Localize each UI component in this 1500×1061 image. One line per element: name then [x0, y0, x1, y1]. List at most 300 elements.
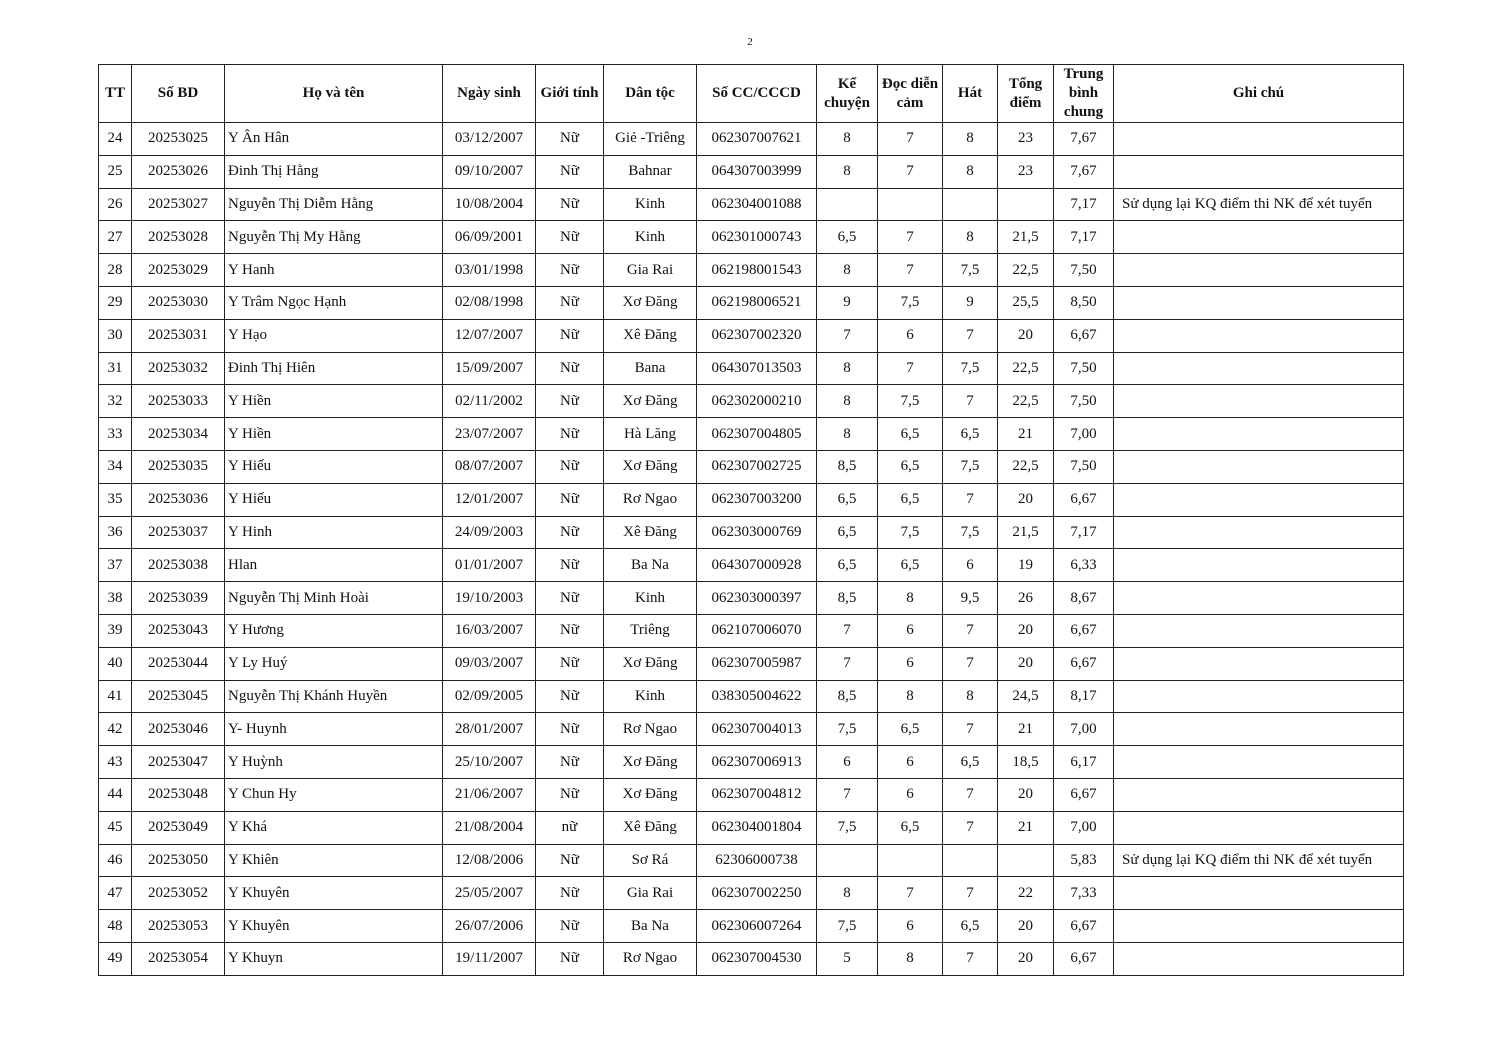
- cell-ethnicity: Kinh: [604, 188, 697, 221]
- cell-story: 7,5: [817, 811, 878, 844]
- cell-dob: 10/08/2004: [443, 188, 536, 221]
- cell-sbd: 20253039: [132, 582, 225, 615]
- cell-dob: 12/07/2007: [443, 319, 536, 352]
- cell-tt: 38: [99, 582, 132, 615]
- cell-sing: 7: [943, 811, 998, 844]
- cell-id: 62306000738: [697, 844, 817, 877]
- cell-id: 062307002250: [697, 877, 817, 910]
- cell-total: 20: [998, 483, 1054, 516]
- cell-poem: 6: [878, 319, 943, 352]
- cell-sbd: 20253043: [132, 614, 225, 647]
- cell-gender: Nữ: [536, 221, 604, 254]
- cell-name: Y Khuyên: [225, 910, 443, 943]
- cell-sing: 7,5: [943, 516, 998, 549]
- cell-id: 062302000210: [697, 385, 817, 418]
- cell-avg: 6,67: [1054, 647, 1114, 680]
- cell-dob: 12/01/2007: [443, 483, 536, 516]
- cell-total: 22,5: [998, 254, 1054, 287]
- cell-total: 22,5: [998, 385, 1054, 418]
- cell-gender: Nữ: [536, 352, 604, 385]
- table-row: [99, 254, 1404, 287]
- cell-ethnicity: Kinh: [604, 680, 697, 713]
- cell-total: 23: [998, 123, 1054, 156]
- cell-id: 062307004013: [697, 713, 817, 746]
- header-poem: Đọc diễn cảm: [878, 65, 943, 123]
- cell-ethnicity: Gia Rai: [604, 877, 697, 910]
- cell-sing: 7: [943, 877, 998, 910]
- cell-sbd: 20253048: [132, 778, 225, 811]
- cell-story: 8: [817, 155, 878, 188]
- cell-sbd: 20253034: [132, 418, 225, 451]
- cell-avg: 6,67: [1054, 614, 1114, 647]
- cell-dob: 03/12/2007: [443, 123, 536, 156]
- cell-avg: 6,67: [1054, 910, 1114, 943]
- cell-sing: 7: [943, 614, 998, 647]
- cell-poem: 6,5: [878, 549, 943, 582]
- cell-id: 062307004805: [697, 418, 817, 451]
- cell-gender: Nữ: [536, 549, 604, 582]
- cell-dob: 12/08/2006: [443, 844, 536, 877]
- cell-sing: 8: [943, 155, 998, 188]
- cell-sing: 8: [943, 123, 998, 156]
- table-row: [99, 516, 1404, 549]
- cell-note: [1114, 483, 1404, 516]
- cell-total: 20: [998, 910, 1054, 943]
- cell-name: Đinh Thị Hiên: [225, 352, 443, 385]
- cell-story: 7: [817, 647, 878, 680]
- cell-id: 062307002725: [697, 450, 817, 483]
- cell-avg: 7,00: [1054, 713, 1114, 746]
- cell-total: 22: [998, 877, 1054, 910]
- cell-tt: 43: [99, 746, 132, 779]
- cell-id: 062303000769: [697, 516, 817, 549]
- cell-sing: 9: [943, 286, 998, 319]
- cell-name: Nguyễn Thị Diễm Hằng: [225, 188, 443, 221]
- cell-story: 6,5: [817, 221, 878, 254]
- cell-total: 21: [998, 713, 1054, 746]
- cell-poem: 7: [878, 221, 943, 254]
- cell-id: 062307003200: [697, 483, 817, 516]
- cell-avg: 7,17: [1054, 516, 1114, 549]
- table-row: [99, 647, 1404, 680]
- cell-note: [1114, 942, 1404, 975]
- header-id: Số CC/CCCD: [697, 65, 817, 123]
- header-avg: Trung bình chung: [1054, 65, 1114, 123]
- cell-sing: [943, 844, 998, 877]
- cell-note: [1114, 746, 1404, 779]
- cell-name: Y Hương: [225, 614, 443, 647]
- cell-sbd: 20253052: [132, 877, 225, 910]
- cell-gender: Nữ: [536, 418, 604, 451]
- cell-id: 064307013503: [697, 352, 817, 385]
- cell-story: 5: [817, 942, 878, 975]
- cell-total: 21: [998, 418, 1054, 451]
- cell-sing: 7: [943, 778, 998, 811]
- cell-note: [1114, 516, 1404, 549]
- cell-sbd: 20253028: [132, 221, 225, 254]
- cell-story: 8,5: [817, 450, 878, 483]
- cell-gender: Nữ: [536, 746, 604, 779]
- cell-name: Y Ly Huý: [225, 647, 443, 680]
- cell-ethnicity: Xê Đăng: [604, 811, 697, 844]
- table-row: [99, 385, 1404, 418]
- cell-total: 21,5: [998, 516, 1054, 549]
- cell-sbd: 20253035: [132, 450, 225, 483]
- cell-dob: 09/10/2007: [443, 155, 536, 188]
- cell-avg: 7,50: [1054, 352, 1114, 385]
- table-body: [99, 123, 1404, 976]
- cell-gender: Nữ: [536, 942, 604, 975]
- cell-gender: Nữ: [536, 450, 604, 483]
- cell-avg: 8,50: [1054, 286, 1114, 319]
- cell-tt: 28: [99, 254, 132, 287]
- cell-id: 062307002320: [697, 319, 817, 352]
- cell-sing: 7: [943, 647, 998, 680]
- cell-sbd: 20253044: [132, 647, 225, 680]
- cell-note: [1114, 221, 1404, 254]
- cell-poem: 6: [878, 647, 943, 680]
- cell-id: 062107006070: [697, 614, 817, 647]
- cell-dob: 28/01/2007: [443, 713, 536, 746]
- cell-id: 062306007264: [697, 910, 817, 943]
- cell-note: [1114, 680, 1404, 713]
- cell-gender: Nữ: [536, 844, 604, 877]
- cell-story: 8: [817, 254, 878, 287]
- cell-sbd: 20253029: [132, 254, 225, 287]
- cell-sing: 6: [943, 549, 998, 582]
- cell-poem: 7: [878, 877, 943, 910]
- table-row: [99, 680, 1404, 713]
- cell-story: 8: [817, 418, 878, 451]
- cell-poem: [878, 844, 943, 877]
- cell-id: 062307005987: [697, 647, 817, 680]
- cell-sbd: 20253050: [132, 844, 225, 877]
- cell-id: 062307006913: [697, 746, 817, 779]
- table-row: [99, 844, 1404, 877]
- page-number: 2: [747, 36, 753, 48]
- cell-note: [1114, 811, 1404, 844]
- cell-story: 7: [817, 778, 878, 811]
- cell-note: [1114, 418, 1404, 451]
- cell-ethnicity: Ba Na: [604, 549, 697, 582]
- cell-poem: 8: [878, 942, 943, 975]
- table-row: [99, 450, 1404, 483]
- cell-gender: Nữ: [536, 582, 604, 615]
- cell-name: Y Huỳnh: [225, 746, 443, 779]
- cell-total: 20: [998, 319, 1054, 352]
- cell-name: Y Hanh: [225, 254, 443, 287]
- cell-tt: 32: [99, 385, 132, 418]
- cell-avg: 7,50: [1054, 450, 1114, 483]
- cell-avg: 6,33: [1054, 549, 1114, 582]
- cell-note: [1114, 155, 1404, 188]
- cell-avg: 7,17: [1054, 188, 1114, 221]
- cell-story: 8: [817, 352, 878, 385]
- cell-total: 23: [998, 155, 1054, 188]
- cell-dob: 06/09/2001: [443, 221, 536, 254]
- cell-note: [1114, 352, 1404, 385]
- cell-avg: 6,17: [1054, 746, 1114, 779]
- cell-ethnicity: Xơ Đăng: [604, 778, 697, 811]
- cell-name: Y Khá: [225, 811, 443, 844]
- cell-name: Y Khuyn: [225, 942, 443, 975]
- cell-avg: 7,67: [1054, 155, 1114, 188]
- cell-dob: 02/09/2005: [443, 680, 536, 713]
- cell-tt: 48: [99, 910, 132, 943]
- cell-avg: 7,33: [1054, 877, 1114, 910]
- cell-sbd: 20253031: [132, 319, 225, 352]
- cell-sing: 9,5: [943, 582, 998, 615]
- header-story: Kể chuyện: [817, 65, 878, 123]
- cell-avg: 6,67: [1054, 319, 1114, 352]
- header-row: [99, 65, 1404, 123]
- cell-name: Nguyễn Thị Khánh Huyền: [225, 680, 443, 713]
- cell-sbd: 20253032: [132, 352, 225, 385]
- cell-tt: 39: [99, 614, 132, 647]
- cell-story: 8: [817, 385, 878, 418]
- cell-poem: 6,5: [878, 483, 943, 516]
- cell-id: 064307000928: [697, 549, 817, 582]
- cell-note: [1114, 123, 1404, 156]
- cell-id: 062304001804: [697, 811, 817, 844]
- cell-note: [1114, 549, 1404, 582]
- cell-note: [1114, 778, 1404, 811]
- cell-ethnicity: Xê Đăng: [604, 319, 697, 352]
- cell-ethnicity: Xơ Đăng: [604, 746, 697, 779]
- cell-tt: 30: [99, 319, 132, 352]
- cell-story: 8,5: [817, 680, 878, 713]
- cell-name: Y Hiếu: [225, 450, 443, 483]
- cell-sbd: 20253026: [132, 155, 225, 188]
- cell-tt: 37: [99, 549, 132, 582]
- cell-ethnicity: Sơ Rá: [604, 844, 697, 877]
- cell-sing: 7: [943, 385, 998, 418]
- cell-avg: 8,67: [1054, 582, 1114, 615]
- cell-id: 062307004812: [697, 778, 817, 811]
- cell-story: 7,5: [817, 713, 878, 746]
- cell-gender: Nữ: [536, 483, 604, 516]
- cell-gender: Nữ: [536, 778, 604, 811]
- cell-avg: 7,50: [1054, 385, 1114, 418]
- cell-dob: 25/10/2007: [443, 746, 536, 779]
- cell-tt: 34: [99, 450, 132, 483]
- cell-sing: 7,5: [943, 352, 998, 385]
- cell-ethnicity: Xơ Đăng: [604, 647, 697, 680]
- cell-tt: 49: [99, 942, 132, 975]
- cell-sing: 7: [943, 713, 998, 746]
- table-row: [99, 418, 1404, 451]
- cell-name: Hlan: [225, 549, 443, 582]
- cell-sbd: 20253038: [132, 549, 225, 582]
- cell-gender: Nữ: [536, 910, 604, 943]
- cell-dob: 21/08/2004: [443, 811, 536, 844]
- cell-ethnicity: Hà Lăng: [604, 418, 697, 451]
- header-sbd: Số BD: [132, 65, 225, 123]
- table-row: [99, 549, 1404, 582]
- cell-ethnicity: Rơ Ngao: [604, 942, 697, 975]
- cell-story: 8: [817, 123, 878, 156]
- cell-dob: 09/03/2007: [443, 647, 536, 680]
- table-row: [99, 582, 1404, 615]
- cell-total: 18,5: [998, 746, 1054, 779]
- cell-avg: 6,67: [1054, 942, 1114, 975]
- cell-sbd: 20253036: [132, 483, 225, 516]
- cell-id: 062304001088: [697, 188, 817, 221]
- cell-ethnicity: Rơ Ngao: [604, 713, 697, 746]
- cell-avg: 8,17: [1054, 680, 1114, 713]
- cell-tt: 25: [99, 155, 132, 188]
- cell-ethnicity: Bana: [604, 352, 697, 385]
- cell-sing: 6,5: [943, 746, 998, 779]
- cell-ethnicity: Rơ Ngao: [604, 483, 697, 516]
- cell-poem: 6: [878, 778, 943, 811]
- cell-gender: Nữ: [536, 286, 604, 319]
- cell-ethnicity: Kinh: [604, 582, 697, 615]
- cell-name: Y Hạo: [225, 319, 443, 352]
- cell-id: 062198006521: [697, 286, 817, 319]
- cell-note: [1114, 286, 1404, 319]
- cell-name: Y Khuyên: [225, 877, 443, 910]
- cell-total: 21,5: [998, 221, 1054, 254]
- cell-story: [817, 844, 878, 877]
- cell-gender: Nữ: [536, 516, 604, 549]
- cell-gender: nữ: [536, 811, 604, 844]
- cell-avg: 6,67: [1054, 778, 1114, 811]
- cell-gender: Nữ: [536, 680, 604, 713]
- cell-total: 25,5: [998, 286, 1054, 319]
- cell-total: [998, 188, 1054, 221]
- cell-sbd: 20253054: [132, 942, 225, 975]
- header-total: Tổng điểm: [998, 65, 1054, 123]
- cell-tt: 29: [99, 286, 132, 319]
- cell-dob: 24/09/2003: [443, 516, 536, 549]
- cell-name: Y Chun Hy: [225, 778, 443, 811]
- cell-id: 062307004530: [697, 942, 817, 975]
- cell-story: 6,5: [817, 549, 878, 582]
- cell-tt: 24: [99, 123, 132, 156]
- cell-poem: 7,5: [878, 286, 943, 319]
- table-row: [99, 778, 1404, 811]
- cell-ethnicity: Bahnar: [604, 155, 697, 188]
- cell-note: [1114, 450, 1404, 483]
- cell-total: 20: [998, 942, 1054, 975]
- cell-tt: 36: [99, 516, 132, 549]
- cell-avg: 7,17: [1054, 221, 1114, 254]
- cell-total: 20: [998, 647, 1054, 680]
- cell-sing: 7: [943, 319, 998, 352]
- cell-total: 20: [998, 778, 1054, 811]
- cell-dob: 08/07/2007: [443, 450, 536, 483]
- cell-sbd: 20253027: [132, 188, 225, 221]
- cell-poem: 8: [878, 680, 943, 713]
- cell-story: 7: [817, 614, 878, 647]
- cell-note: Sử dụng lại KQ điểm thi NK để xét tuyển: [1114, 188, 1404, 221]
- cell-note: [1114, 582, 1404, 615]
- cell-poem: 6,5: [878, 418, 943, 451]
- cell-dob: 19/10/2003: [443, 582, 536, 615]
- cell-ethnicity: Xơ Đăng: [604, 385, 697, 418]
- cell-story: 6,5: [817, 516, 878, 549]
- cell-id: 062301000743: [697, 221, 817, 254]
- cell-name: Y Hiền: [225, 385, 443, 418]
- cell-ethnicity: Xê Đăng: [604, 516, 697, 549]
- cell-name: Y Hiền: [225, 418, 443, 451]
- table-row: [99, 286, 1404, 319]
- table-row: [99, 877, 1404, 910]
- cell-sing: [943, 188, 998, 221]
- cell-total: 21: [998, 811, 1054, 844]
- cell-note: [1114, 385, 1404, 418]
- cell-dob: 26/07/2006: [443, 910, 536, 943]
- table-row: [99, 483, 1404, 516]
- cell-sing: 7: [943, 483, 998, 516]
- cell-story: [817, 188, 878, 221]
- cell-avg: 7,67: [1054, 123, 1114, 156]
- cell-note: [1114, 647, 1404, 680]
- cell-gender: Nữ: [536, 647, 604, 680]
- cell-name: Y Hinh: [225, 516, 443, 549]
- cell-sbd: 20253037: [132, 516, 225, 549]
- cell-gender: Nữ: [536, 713, 604, 746]
- cell-note: [1114, 910, 1404, 943]
- cell-total: 24,5: [998, 680, 1054, 713]
- table-row: [99, 713, 1404, 746]
- cell-note: [1114, 614, 1404, 647]
- cell-gender: Nữ: [536, 188, 604, 221]
- cell-ethnicity: Ba Na: [604, 910, 697, 943]
- cell-gender: Nữ: [536, 254, 604, 287]
- cell-avg: 7,50: [1054, 254, 1114, 287]
- cell-note: [1114, 254, 1404, 287]
- header-sing: Hát: [943, 65, 998, 123]
- cell-poem: [878, 188, 943, 221]
- cell-dob: 16/03/2007: [443, 614, 536, 647]
- cell-sbd: 20253053: [132, 910, 225, 943]
- cell-sing: 6,5: [943, 910, 998, 943]
- cell-total: 26: [998, 582, 1054, 615]
- header-dob: Ngày sinh: [443, 65, 536, 123]
- cell-sing: 7: [943, 942, 998, 975]
- cell-sbd: 20253030: [132, 286, 225, 319]
- cell-dob: 02/08/1998: [443, 286, 536, 319]
- table-row: [99, 155, 1404, 188]
- table-row: [99, 614, 1404, 647]
- cell-poem: 6: [878, 614, 943, 647]
- cell-poem: 8: [878, 582, 943, 615]
- cell-tt: 42: [99, 713, 132, 746]
- cell-ethnicity: Gia Rai: [604, 254, 697, 287]
- header-ethnicity: Dân tộc: [604, 65, 697, 123]
- cell-total: [998, 844, 1054, 877]
- cell-ethnicity: Giẻ -Triêng: [604, 123, 697, 156]
- table-row: [99, 352, 1404, 385]
- cell-tt: 33: [99, 418, 132, 451]
- cell-dob: 25/05/2007: [443, 877, 536, 910]
- cell-ethnicity: Xơ Đăng: [604, 450, 697, 483]
- cell-poem: 7: [878, 123, 943, 156]
- cell-sbd: 20253045: [132, 680, 225, 713]
- cell-story: 9: [817, 286, 878, 319]
- cell-gender: Nữ: [536, 614, 604, 647]
- cell-poem: 6,5: [878, 811, 943, 844]
- cell-gender: Nữ: [536, 877, 604, 910]
- header-gender: Giới tính: [536, 65, 604, 123]
- cell-gender: Nữ: [536, 123, 604, 156]
- cell-ethnicity: Xơ Đăng: [604, 286, 697, 319]
- table-row: [99, 942, 1404, 975]
- cell-sbd: 20253025: [132, 123, 225, 156]
- cell-name: Nguyễn Thị Minh Hoài: [225, 582, 443, 615]
